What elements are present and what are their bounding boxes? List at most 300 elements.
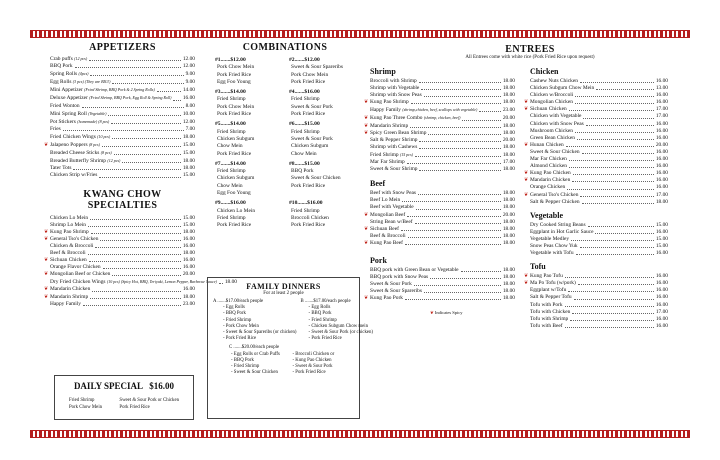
chicken-list [524,78,668,206]
family-c-right [293,352,355,377]
item-name: Kung Pao Beef [370,239,403,246]
menu-item [370,78,515,85]
menu-item [370,159,515,166]
combo-item: Pork Fried Rice [217,111,252,118]
item-price: 18.00 [502,274,515,281]
family-item: - BBQ Pork [231,357,254,363]
menu-item [530,222,668,229]
item-name: Cashew Nuts Chicken [530,78,578,84]
item-name: Sweet & Sour Pork [370,281,412,288]
item-name: Mar Far Chicken [530,156,567,163]
family-b-items [301,305,373,342]
item-name: Fried Shrimp [370,151,399,158]
menu-item [50,278,237,286]
chicken-title: Chicken [530,67,559,76]
item-name: Breaded Butterfly Shrimp [50,158,106,165]
family-item: - Pork Fried Rice [308,336,342,342]
item-name: Beef & Broccoli [50,249,86,256]
chili-icon: ❦ [44,143,49,149]
menu-item [530,92,668,99]
item-price: 18.00 [182,158,195,165]
item-price: 18.00 [182,293,195,300]
menu-item [50,133,195,141]
item-price: 18.00 [182,165,195,172]
daily-special-box [54,375,194,420]
item-price: 16.00 [655,228,668,235]
menu-item [50,243,195,250]
item-name: Almond Chicken [530,163,567,170]
menu-item [50,172,195,179]
menu-item [50,215,195,222]
menu-item [370,267,515,274]
chili-icon: ❦ [364,116,369,122]
item-name: Mini Spring Roll [50,110,87,117]
item-price: 18.00 [502,197,515,204]
top-border-band [30,30,690,38]
item-name: Fries [50,125,61,132]
item-name: Vegetable with Tofu [530,250,574,257]
tofu-list [524,273,668,330]
menu-item [364,129,515,137]
menu-item [370,144,515,151]
item-name: Happy Family [370,107,401,114]
item-price: 18.00 [502,129,515,136]
chili-icon: ❦ [364,212,369,218]
combo-item: Pork Chow Mein [291,71,329,78]
bottom-border-band [30,430,690,438]
menu-item [44,286,195,293]
combo-item: Broccoli Chicken [291,214,329,221]
item-price: 18.00 [502,166,515,173]
item-price: 18.00 [502,78,515,84]
family-item: - Sweet & Sour Chicken [231,370,278,376]
item-name: Mini Appetizer [50,87,83,94]
combo-item: Chicken Subgum [217,135,255,142]
menu-item [50,110,195,118]
menu-item [364,211,515,219]
item-name: Beef with Vegetable [370,204,414,211]
menu-item [530,236,668,243]
item-price: 16.00 [655,294,668,301]
item-price: 16.00 [182,242,195,249]
menu-item [530,156,668,163]
item-price: 15.00 [655,235,668,242]
item-note: (shrimp, chicken, beef) [423,115,461,121]
item-name: Eggplant w/Tofu [530,287,567,294]
item-name: Shrimp Lo Mein [50,221,86,228]
item-price: 16.00 [655,134,668,141]
item-price: 18.00 [502,122,515,129]
item-price: 14.00 [182,87,195,94]
menu-item [44,257,195,264]
combinations-column [215,42,355,230]
menu-item [50,222,195,229]
item-price: 15.00 [655,242,668,249]
family-item: - Fried Shrimp [231,364,260,370]
item-name: Salt & Pepper Shrimp [370,136,418,143]
item-price: 16.00 [655,315,668,322]
item-name: Kung Pao Shrimp [370,99,409,106]
combo-item: Chow Mein [217,143,243,150]
item-price: 18.00 [502,281,515,288]
item-name: Breaded Cheese Sticks [50,150,100,157]
item-name: Beef & Broccoli [370,232,406,239]
combo-item: Pork Fried Rice [291,111,326,118]
item-price: 13.00 [655,85,668,92]
item-note: (Fried Shrimp, BBQ Pork, Egg Roll & Spring Roll) [89,95,172,101]
item-price: 16.00 [655,184,668,191]
item-name: Chicken & Broccoli [50,242,94,249]
item-name: Mandarin Shrimp [370,122,409,129]
item-price: 18.00 [502,225,515,232]
combo-item: Pork Fried Rice [291,78,326,85]
chili-icon: ❦ [44,294,49,300]
family-c-head: C .......$20.00/each people [229,345,280,351]
item-name: Chicken w/Broccoli [530,92,574,99]
menu-item [370,166,515,173]
spicy-legend [430,310,515,316]
menu-item [50,86,195,94]
entrees-column-2 [524,63,668,330]
menu-item [364,122,515,130]
item-name: Spring Rolls [50,71,78,78]
family-item: - Fried Shrimp [308,317,337,323]
combo-head: #3.......$14.00 [215,89,246,96]
item-price: 16.00 [655,156,668,163]
item-name: Spicy Green Bean Shrimp [370,129,427,136]
menu-item [370,137,515,144]
item-name: Orange Flavor Chicken [50,264,101,271]
item-name: Orange Chicken [530,184,566,191]
item-price: 18.00 [502,204,515,211]
item-price: 18.00 [502,92,515,99]
family-a-head: A .......$17.00/each people [213,299,264,304]
combo-item: Sweet & Sour Spareribs [291,64,343,71]
item-name: Green Bean Chicken [530,134,575,141]
item-price: 16.00 [182,257,195,264]
chili-icon: ❦ [524,107,529,113]
item-name: BBQ pork with Snow Peas [370,274,429,281]
menu-item [530,294,668,301]
item-price: 18.00 [502,85,515,92]
item-name: Salt & Pepper Tofu [530,294,572,301]
menu-item [44,293,195,301]
appetizers-title: APPETIZERS [89,42,156,53]
item-name: Hunan Chicken [530,141,564,148]
item-price: 20.00 [655,141,668,148]
item-price: 15.00 [182,214,195,221]
item-price: 18.00 [502,151,515,158]
item-note: (10 pcs) (Spicy Hot, BBQ, Teriyaki, Lemon Pepper, Barbecue Sauce) [106,279,217,285]
menu-item [530,135,668,142]
combo-head: #2.......$12.00 [289,57,320,63]
item-price: 16.00 [655,163,668,170]
item-name: Tater Tots [50,165,72,172]
item-name: Kung Pao Three Combo [370,115,423,122]
item-price: 16.00 [655,322,668,329]
item-name: Kung Pao Tofu [530,273,563,280]
combo-item: Chicken Subgum [291,143,329,150]
combo-item: Fried Shrimp [291,96,320,103]
combo-head: #5.......$14.00 [215,121,246,128]
menu-item [50,165,195,172]
item-price: 12.00 [182,56,195,62]
menu-item [530,78,668,85]
item-price: 16.00 [655,280,668,287]
item-name: Tofu with Beef [530,322,563,329]
menu-item [530,199,668,206]
chili-icon: ❦ [44,229,49,235]
combo-item: Chow Mein [291,150,317,157]
item-name: Deluxe Appetizer [50,95,88,102]
menu-item [370,204,515,211]
menu-item [44,228,195,236]
menu-item [370,274,515,281]
menu-item [530,316,668,323]
item-price: 18.00 [224,279,237,286]
item-name: General Tso's Chicken [50,235,99,242]
item-name: Broccoli with Shrimp [370,78,417,84]
family-item: - Pork Fried Rice [292,370,326,376]
item-price: 23.00 [182,300,195,307]
item-note: (8 pcs) [100,150,112,156]
menu-item [524,170,668,177]
daily-special-title: DAILY SPECIAL [73,381,143,391]
family-item: - Egg Rolls [223,305,245,311]
item-price: 16.00 [182,264,195,271]
chili-icon: ❦ [364,240,369,246]
menu-item [50,157,195,165]
item-name: Mongolian Beef [370,211,406,218]
item-name: Tofu with Shrimp [530,315,569,322]
item-name: Mongolian Chicken [530,99,573,106]
beef-title: Beef [370,179,386,189]
item-name: Chicken with Snow Peas [530,120,584,127]
entrees-title: ENTREES [505,44,555,55]
chili-icon: ❦ [44,236,49,242]
item-name: Sweet & Sour Spareribs [370,288,422,295]
chili-icon: ❦ [524,274,529,280]
menu-item [530,323,668,330]
shrimp-list [364,78,515,173]
item-name: Chicken Lo Mein [50,214,89,221]
entrees-header [370,44,690,60]
menu-item [530,149,668,156]
item-price: 16.00 [655,273,668,280]
item-name: Pot Stickers [50,118,76,125]
menu-item [370,106,515,114]
menu-item [50,126,195,133]
family-item: - Fried Shrimp [223,317,252,323]
combo-head: #4.......$16.00 [289,89,320,96]
menu-item [370,92,515,99]
item-note: (3 pcs) (They are BIG!) [72,79,111,85]
entrees-column-1 [364,63,515,316]
menu-item [44,271,195,278]
combo-item: Pork Fried Rice [217,222,252,229]
chili-icon: ❦ [364,296,369,302]
menu-item [50,63,195,70]
item-price: 16.00 [655,120,668,127]
menu-item [50,301,195,308]
combo-item: Fried Shrimp [217,128,246,135]
item-name: Mandarin Chicken [530,177,571,184]
item-price: 17.00 [655,191,668,198]
item-name: Fried Chicken Wings [50,133,96,140]
item-name: Ma Po Tofu (w/pork) [530,280,576,287]
menu-item [530,309,668,316]
combo-item: Pork Fried Rice [217,71,252,78]
combo-item: Chow Mein [217,182,243,189]
item-name: Mushroom Chicken [530,127,573,134]
combo-head: #10.......$16.00 [289,200,323,207]
family-item: - BBQ Pork [223,311,246,317]
menu-item [530,128,668,135]
item-name: Sweet & Sour Shrimp [370,166,418,173]
combo-item: Pork Chow Mein [217,64,255,71]
family-title: FAMILY DINNERS [246,282,321,291]
item-price: 15.00 [655,221,668,228]
item-name: Chicken Subgum Chow Mein [530,85,595,92]
item-name: Salt & Pepper Chicken [530,198,580,205]
menu-item [44,235,195,243]
item-name: Mar Far Shrimp [370,159,405,166]
menu-item [524,99,668,106]
combo-head: #9.......$16.00 [215,200,246,207]
item-name: Mongolian Beef or Chicken [50,271,111,278]
item-price: 16.00 [655,127,668,134]
combo-head: #1.......$12.00 [215,57,246,63]
item-price: 17.00 [655,106,668,113]
item-price: 15.00 [182,221,195,228]
menu-item [530,243,668,250]
item-name: Snow Peas Chow Yuk [530,242,578,249]
family-item: - Egg Rolls or Crab Puffs [231,351,280,357]
menu-item [530,121,668,128]
menu-item [524,191,668,199]
item-price: 7.00 [185,125,195,132]
item-price: 16.00 [655,78,668,84]
family-item: - Kung Pao Chicken [292,357,332,363]
item-name: Happy Family [50,300,81,307]
item-price: 18.00 [502,288,515,295]
menu-item [44,141,195,149]
item-name: Tofu with Chicken [530,308,571,315]
item-note: (Vegetable) [88,110,107,116]
item-name: Eggplant in Hot Garlic Sauce [530,228,594,235]
item-name: Sichuan Beef [370,225,399,232]
item-name: String Bean w/Beef [370,218,413,225]
menu-item [370,151,515,159]
family-item: - Sweet & Sour Pork (or chicken) [308,330,374,336]
family-item: - Sweet & Sour Spareribs (or chicken) [223,330,297,336]
combo-block [289,161,355,197]
item-name: Vegetable Medley [530,235,570,242]
item-price: 9.00 [185,71,195,78]
item-price: 18.00 [502,190,515,197]
item-note: (shrimp,chicken, beef, scallops with vegetable) [402,107,478,113]
pork-title: Pork [370,255,387,265]
combo-block [215,121,281,157]
combo-item: Chicken Lo Mein [217,207,256,214]
menu-item [50,118,195,126]
menu-item [50,103,195,110]
menu-item [524,177,668,184]
item-note: (Fried Shrimp, BBQ Pork & 2 Spring Rolls) [84,87,155,93]
item-price: 16.00 [655,250,668,257]
family-c-left [231,352,293,377]
item-price: 18.00 [502,295,515,302]
menu-item [530,184,668,191]
combo-block [215,57,281,86]
item-price: 18.00 [502,232,515,239]
item-name: Kung Pao Pork [370,295,403,302]
combo-item: Pork Fried Rice [217,150,252,157]
combo-block [215,161,281,197]
combo-item: Chicken Subgum [217,175,255,182]
menu-item [50,250,195,257]
menu-item [370,281,515,288]
item-price: 18.00 [502,266,515,273]
item-price: 17.00 [502,159,515,166]
menu-item [524,106,668,113]
chili-icon: ❦ [44,272,49,278]
combo-block [215,89,281,118]
vegetable-title: Vegetable [530,210,564,220]
menu-item [364,239,515,247]
vegetable-list [530,222,668,257]
family-dinners-box [207,277,374,419]
menu-item [50,94,195,102]
combo-item: Sweet & Sour Chicken [291,175,341,182]
daily-item: Sweet & Sour Pork or Chicken [119,398,179,403]
combo-item: Sweet & Sour Pork [291,103,333,110]
item-price: 16.00 [655,177,668,184]
item-price: 18.00 [502,218,515,225]
item-price: 16.00 [655,99,668,106]
item-price: 15.00 [182,172,195,179]
beef-list [364,190,515,247]
item-name: Beef Lo Mein [370,197,401,204]
item-name: Kung Pao Shrimp [50,228,89,235]
chili-icon: ❦ [524,281,529,287]
combo-block [289,89,355,118]
item-name: Tofu with Pork [530,301,563,308]
chili-icon: ❦ [524,178,529,184]
family-a-items [213,305,297,342]
daily-special-price: $16.00 [149,381,175,391]
chili-icon: ❦ [524,171,529,177]
item-price: 20.00 [182,271,195,278]
item-name: BBQ Pork [50,63,73,70]
item-name: Fried Wonton [50,102,80,109]
item-name: Kung Pao Chicken [530,170,571,177]
tofu-title: Tofu [530,262,546,272]
combo-block [289,121,355,157]
item-note: (12 pcs) [74,56,88,61]
combo-item: Egg Foo Young [217,78,251,85]
menu-item [50,55,195,63]
item-note: (15 pcs) [399,151,413,157]
family-subtitle: For at least 2 people [263,291,304,296]
menu-item [50,149,195,157]
combo-item: Pork Fried Rice [291,182,326,189]
item-price: 18.00 [502,99,515,106]
chili-icon: ❦ [364,130,369,136]
family-item: - Pork Chow Mein [223,323,259,329]
item-price: 18.00 [655,198,668,205]
combo-head: #6.......$15.00 [289,121,320,128]
